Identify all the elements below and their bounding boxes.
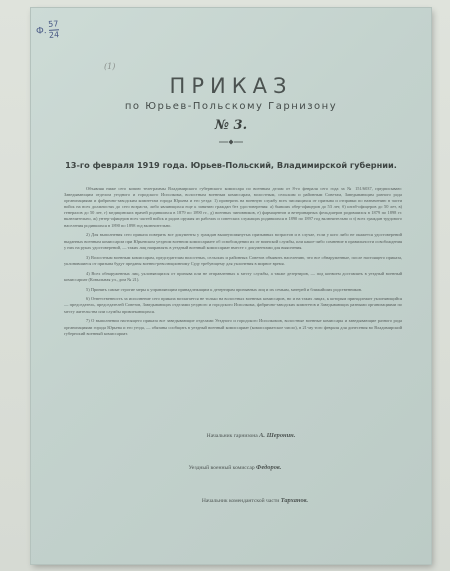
paragraph: Объявляя ниже сего копию телеграммы Владимирского губернского комиссара по военным делам от 8-го февраля сего года за № 151/6037, предписываю: Заведывающим отделом уездного и городского Исполкома, волостным военным комиссарам, волостным, сельским и районным Советам, Заведывающим разного рода организациями и фабрично-заводским комитетам города Юрьева и его уезда: 1) проверить на военную службу всех числящихся от призыва и отправки по назначению в части войск на всех должностях до сего возраста, либо являющихся еще к занятию граждан без удостоверения: а) бывших обер-офицеров до 53 лет, б) штаб-офицеров до 50 лет, в) генералов до 50 лет, г) медицинских врачей родившихся в 1879 по 1890 гг., д) военных чиновников, е) фармацевтов и ветеринарных фельдшеров родившихся в 1879 по 1898 гг. включительно, ж) унтер-офицеров всех частей войск и родов оружия из рабочих и советских служащих родившихся в 1890 по 1897 год включительно и з) всех граждан трудового населения родившихся в 1890 по 1898 год включительно. [64,186,402,228]
signature-line [39,464,431,471]
pencil-note: (1) [104,62,116,71]
document-subtitle: по Юрьев-Польскому Гарнизону [124,101,338,112]
archive-fond-prefix: Ф. [35,25,47,37]
archive-num-top: 57 [47,19,59,29]
signature-line [71,432,431,439]
paragraph: 4) Всех обнаруженных лиц, уклоняющихся от призыва или не отправленных к месту службы, а также дезертиров, — под конвоем доставлять в уездный военный комиссариат (Ковыльная ул., дом № 21). [64,270,402,282]
signature-name: А. Шеронин. [259,432,296,439]
order-body [64,186,402,341]
signature-role: Начальник гарнизона [206,433,260,439]
paragraph: 6) Ответственность за исполнение сего приказа возлагается не только на волостных военных комиссаров, но и на таких лицах, к которым принадлежит уклоняющийся — председатель, председателей Советов, Заведывающих отделами уездного и городского Исполкома, фабрично-заводских комитетов и Заведывающих разными организациями по месту жительства или службы привлекающихся. [64,296,402,314]
document-title: ПРИКАЗ [169,74,293,98]
signature-role: Уездный военный комиссар [188,465,257,471]
paragraph: 5) Принять самые строгие меры к управляющим принадлежащим к дезертирам призывных лиц и их семьям, матерей и ближайших родственников. [86,286,363,292]
document-page [31,8,431,564]
paragraph: 2) Для выполнения сего приказа поверить все документы у граждан вышеупомянутых призывных возрастов и в случае, если у кого либо не окажется удостоверений выданных военным комиссаром при Юрьевском уездном военном комиссариате об освобождении их от воинской службы, или какое-либо сомнение в правильности освобождения у них на руках удостоверений, — таких лиц направлять в уездный военный комиссариат вместе с документами для выяснения. [64,232,402,250]
signature-line [79,497,431,504]
archive-fraction [48,19,60,41]
signature-name: Тарханов. [280,497,309,504]
signature-name: Федоров. [256,464,282,471]
date-place-line: 13-го февраля 1919 года. Юрьев-Польский, Владимирской губернии. [65,160,397,170]
paragraph: 3) Волостным военным комиссарам, председателям волостных, сельских и районных Советов объявить населению, что все обнаруженные, после настоящего приказа, уклонившиеся от призыва будут преданы военно-революционному Суду требующему для уклонения в мирное время. [64,254,402,266]
archive-stamp [35,19,59,42]
signature-role: Начальник комендантской части [201,498,281,504]
divider-ornament-icon [219,139,243,145]
archive-num-bottom: 24 [48,30,60,40]
paragraph: 7) О выполнении настоящего приказа все заведывающие отделами Уездного и городского Исполкомов, волостные военные комиссары и заведывающие разного рода организациями города Юрьева и его уезда, — обязаны сообщить в уездный военный комиссариат (комиссариатское число), в 21-му того февраля для донесения во Владимирский губернский военный комиссариат. [64,318,402,336]
order-number: № 3. [214,118,248,133]
